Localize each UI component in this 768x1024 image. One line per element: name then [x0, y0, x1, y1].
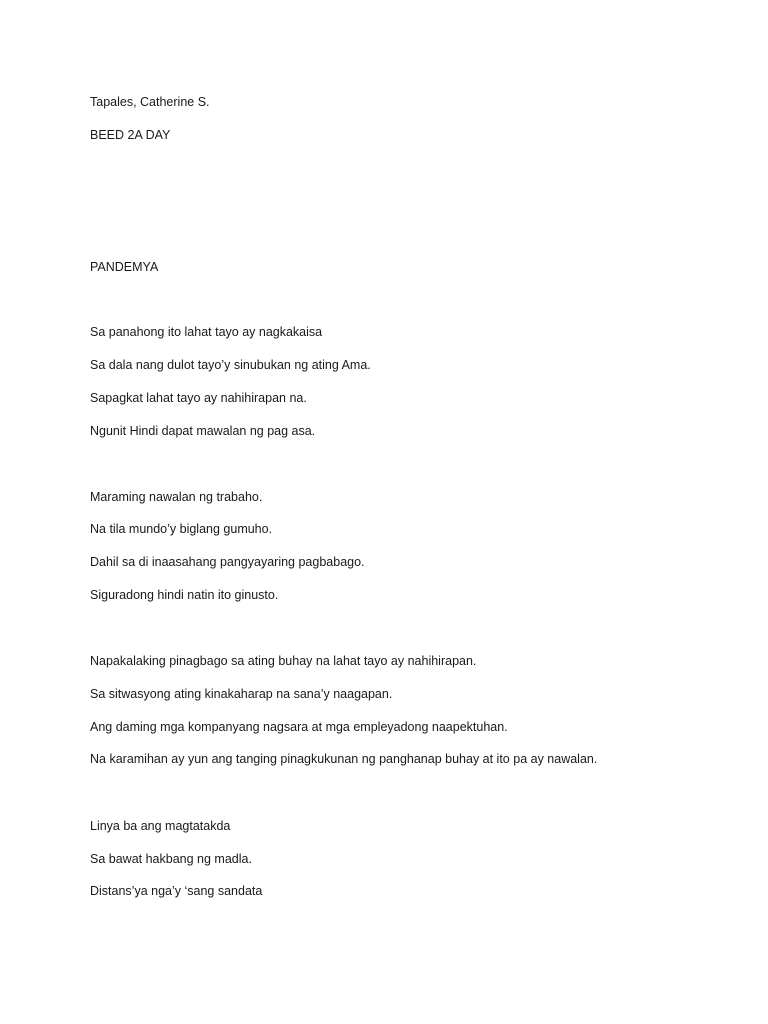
poem-line: Siguradong hindi natin ito ginusto. [90, 588, 279, 602]
poem-line: Sa panahong ito lahat tayo ay nagkakaisa [90, 325, 323, 339]
poem-line: Dahil sa di inaasahang pangyayaring pagbabago. [90, 555, 365, 569]
poem-line: Ang daming mga kompanyang nagsara at mga empleyadong naapektuhan. [90, 720, 508, 734]
poem-line: Napakalaking pinagbago sa ating buhay na lahat tayo ay nahihirapan. [90, 654, 477, 668]
poem-line: Na karamihan ay yun ang tanging pinagkukunan ng panghanap buhay at ito pa ay nawalan. [90, 752, 598, 766]
poem-line: Sa bawat hakbang ng madla. [90, 852, 252, 866]
poem-line: Ngunit Hindi dapat mawalan ng pag asa. [90, 424, 316, 438]
poem-line: Sa sitwasyong ating kinakaharap na sana’y naagapan. [90, 687, 393, 701]
class-section: BEED 2A DAY [90, 128, 171, 142]
poem-line: Distans’ya nga’y ‘sang sandata [90, 884, 263, 898]
poem-line: Sa dala nang dulot tayo’y sinubukan ng ating Ama. [90, 358, 371, 372]
poem-line: Na tila mundo’y biglang gumuho. [90, 522, 273, 536]
poem-line: Sapagkat lahat tayo ay nahihirapan na. [90, 391, 307, 405]
author-name: Tapales, Catherine S. [90, 95, 210, 109]
poem-title: PANDEMYA [90, 260, 159, 274]
poem-line: Maraming nawalan ng trabaho. [90, 490, 263, 504]
poem-line: Linya ba ang magtatakda [90, 819, 231, 833]
